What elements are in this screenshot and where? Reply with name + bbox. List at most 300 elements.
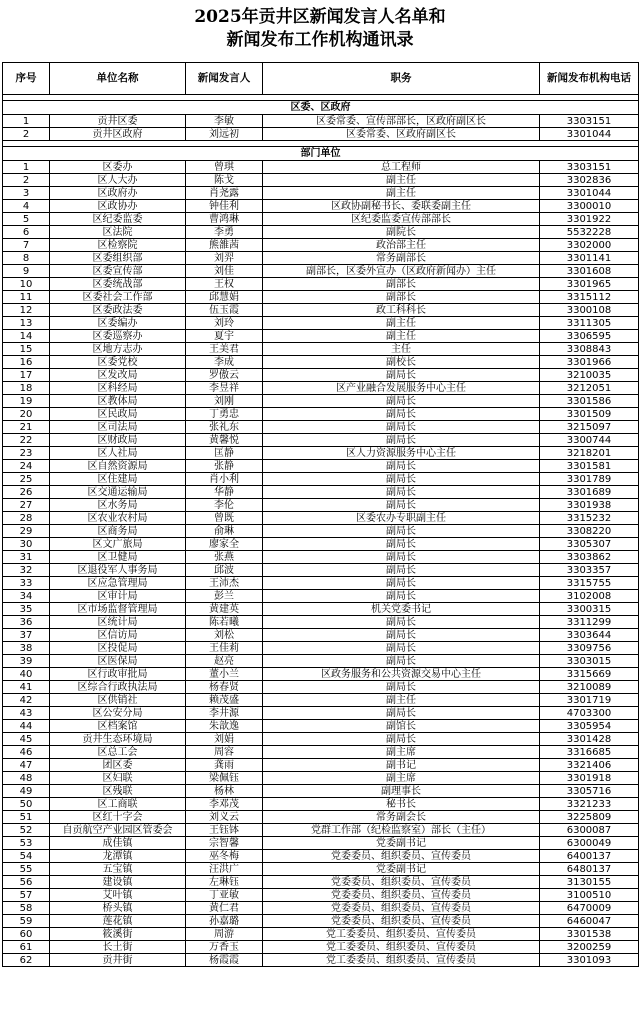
cell-unit: 区商务局 xyxy=(50,525,186,538)
cell-unit: 区民政局 xyxy=(50,408,186,421)
cell-unit: 区政协办 xyxy=(50,200,186,213)
cell-unit: 区委社会工作部 xyxy=(50,291,186,304)
table-row xyxy=(3,564,639,577)
cell-phone: 6300087 xyxy=(540,824,639,837)
header-unit: 单位名称 xyxy=(50,63,186,95)
table-row xyxy=(3,694,639,707)
cell-no: 50 xyxy=(3,798,50,811)
cell-position: 党委委员、组织委员、宣传委员 xyxy=(263,889,540,902)
cell-position: 副局长 xyxy=(263,655,540,668)
cell-position: 副局长 xyxy=(263,499,540,512)
cell-unit: 区卫健局 xyxy=(50,551,186,564)
cell-spokesperson: 夏宇 xyxy=(186,330,263,343)
table-row xyxy=(3,473,639,486)
cell-phone: 3302000 xyxy=(540,239,639,252)
cell-no: 7 xyxy=(3,239,50,252)
cell-spokesperson: 王佳莉 xyxy=(186,642,263,655)
cell-no: 4 xyxy=(3,200,50,213)
section-header-row xyxy=(3,101,639,115)
cell-position: 副主任 xyxy=(263,330,540,343)
document-title xyxy=(0,0,640,62)
cell-no: 58 xyxy=(3,902,50,915)
cell-phone: 3303015 xyxy=(540,655,639,668)
table-row xyxy=(3,850,639,863)
cell-phone: 3200259 xyxy=(540,941,639,954)
cell-phone: 3300315 xyxy=(540,603,639,616)
table-header xyxy=(3,63,639,95)
cell-no: 28 xyxy=(3,512,50,525)
cell-position: 区纪委监委宣传部部长 xyxy=(263,213,540,226)
cell-unit: 区市场监督管理局 xyxy=(50,603,186,616)
cell-position: 区委常委、区政府副区长 xyxy=(263,128,540,141)
cell-position: 副局长 xyxy=(263,434,540,447)
table-row xyxy=(3,278,639,291)
cell-phone: 3321233 xyxy=(540,798,639,811)
cell-unit: 区发改局 xyxy=(50,369,186,382)
cell-position: 副局长 xyxy=(263,616,540,629)
cell-spokesperson: 龚雨 xyxy=(186,759,263,772)
cell-no: 37 xyxy=(3,629,50,642)
cell-spokesperson: 黄馨悦 xyxy=(186,434,263,447)
cell-unit: 区地方志办 xyxy=(50,343,186,356)
table-row xyxy=(3,772,639,785)
table-row xyxy=(3,551,639,564)
table-row xyxy=(3,226,639,239)
cell-spokesperson: 邱波 xyxy=(186,564,263,577)
cell-phone: 3210089 xyxy=(540,681,639,694)
cell-spokesperson: 王权 xyxy=(186,278,263,291)
section-title: 部门单位 xyxy=(3,147,639,161)
table-row xyxy=(3,837,639,850)
table-row xyxy=(3,707,639,720)
cell-no: 15 xyxy=(3,343,50,356)
cell-no: 14 xyxy=(3,330,50,343)
cell-phone: 3215097 xyxy=(540,421,639,434)
cell-no: 21 xyxy=(3,421,50,434)
cell-phone: 5532228 xyxy=(540,226,639,239)
table-row xyxy=(3,811,639,824)
cell-spokesperson: 万香玉 xyxy=(186,941,263,954)
table-row xyxy=(3,343,639,356)
cell-position: 副局长 xyxy=(263,577,540,590)
cell-unit: 区委宣传部 xyxy=(50,265,186,278)
cell-phone: 3212051 xyxy=(540,382,639,395)
cell-phone: 4703300 xyxy=(540,707,639,720)
cell-position: 副主任 xyxy=(263,187,540,200)
table-row xyxy=(3,681,639,694)
cell-position: 党委委员、组织委员、宣传委员 xyxy=(263,915,540,928)
cell-position: 党工委委员、组织委员、宣传委员 xyxy=(263,928,540,941)
cell-phone: 3301044 xyxy=(540,187,639,200)
table-row xyxy=(3,200,639,213)
cell-no: 41 xyxy=(3,681,50,694)
cell-position: 副院长 xyxy=(263,226,540,239)
cell-position: 副馆长 xyxy=(263,720,540,733)
cell-spokesperson: 俞琳 xyxy=(186,525,263,538)
cell-phone: 3300744 xyxy=(540,434,639,447)
cell-spokesperson: 王美君 xyxy=(186,343,263,356)
cell-unit: 区公安分局 xyxy=(50,707,186,720)
cell-phone: 3301966 xyxy=(540,356,639,369)
cell-no: 55 xyxy=(3,863,50,876)
cell-no: 48 xyxy=(3,772,50,785)
table-row xyxy=(3,187,639,200)
cell-no: 13 xyxy=(3,317,50,330)
cell-phone: 3130155 xyxy=(540,876,639,889)
cell-spokesperson: 曹鸿琳 xyxy=(186,213,263,226)
title-line-2: 新闻发布工作机构通讯录 xyxy=(226,30,414,50)
cell-phone: 6470009 xyxy=(540,902,639,915)
cell-spokesperson: 巫冬梅 xyxy=(186,850,263,863)
cell-phone: 3315669 xyxy=(540,668,639,681)
cell-unit: 莲花镇 xyxy=(50,915,186,928)
table-row xyxy=(3,863,639,876)
cell-unit: 建设镇 xyxy=(50,876,186,889)
cell-position: 党委副书记 xyxy=(263,863,540,876)
table-row xyxy=(3,629,639,642)
cell-position: 秘书长 xyxy=(263,798,540,811)
cell-position: 副局长 xyxy=(263,460,540,473)
cell-position: 副局长 xyxy=(263,733,540,746)
cell-spokesperson: 熊雒茜 xyxy=(186,239,263,252)
cell-no: 53 xyxy=(3,837,50,850)
cell-phone: 3301093 xyxy=(540,954,639,967)
table-row xyxy=(3,395,639,408)
table-row xyxy=(3,369,639,382)
cell-position: 副局长 xyxy=(263,707,540,720)
table-row xyxy=(3,915,639,928)
cell-phone: 3301719 xyxy=(540,694,639,707)
section-title: 区委、区政府 xyxy=(3,101,639,115)
table-row xyxy=(3,603,639,616)
table-row xyxy=(3,720,639,733)
cell-spokesperson: 朱歆逸 xyxy=(186,720,263,733)
cell-no: 42 xyxy=(3,694,50,707)
cell-position: 副书记 xyxy=(263,759,540,772)
table-body xyxy=(3,95,639,967)
table-row xyxy=(3,317,639,330)
table-row xyxy=(3,304,639,317)
cell-phone: 3303644 xyxy=(540,629,639,642)
cell-unit: 区委政法委 xyxy=(50,304,186,317)
cell-phone: 3303151 xyxy=(540,161,639,174)
cell-no: 20 xyxy=(3,408,50,421)
cell-no: 60 xyxy=(3,928,50,941)
cell-no: 61 xyxy=(3,941,50,954)
header-position: 职务 xyxy=(263,63,540,95)
cell-phone: 3301789 xyxy=(540,473,639,486)
table-row xyxy=(3,265,639,278)
cell-no: 24 xyxy=(3,460,50,473)
cell-phone: 3305954 xyxy=(540,720,639,733)
cell-phone: 3306595 xyxy=(540,330,639,343)
cell-position: 党工委委员、组织委员、宣传委员 xyxy=(263,941,540,954)
table-row xyxy=(3,616,639,629)
cell-no: 25 xyxy=(3,473,50,486)
cell-position: 副局长 xyxy=(263,525,540,538)
cell-position: 副局长 xyxy=(263,551,540,564)
cell-unit: 区档案馆 xyxy=(50,720,186,733)
cell-position: 副局长 xyxy=(263,681,540,694)
table-row xyxy=(3,889,639,902)
cell-position: 副局长 xyxy=(263,590,540,603)
cell-phone: 3308843 xyxy=(540,343,639,356)
cell-phone: 3301586 xyxy=(540,395,639,408)
cell-position: 副部长 xyxy=(263,278,540,291)
cell-spokesperson: 汪洪广 xyxy=(186,863,263,876)
cell-spokesperson: 张静 xyxy=(186,460,263,473)
cell-spokesperson: 赵亮 xyxy=(186,655,263,668)
cell-unit: 区委编办 xyxy=(50,317,186,330)
table-row xyxy=(3,174,639,187)
cell-position: 区政务服务和公共资源交易中心主任 xyxy=(263,668,540,681)
cell-position: 党工委委员、组织委员、宣传委员 xyxy=(263,954,540,967)
cell-spokesperson: 廖家全 xyxy=(186,538,263,551)
cell-spokesperson: 孙嘉璐 xyxy=(186,915,263,928)
cell-phone: 3300108 xyxy=(540,304,639,317)
cell-phone: 3309756 xyxy=(540,642,639,655)
cell-no: 12 xyxy=(3,304,50,317)
cell-position: 党群工作部（纪检监察室）部长（主任） xyxy=(263,824,540,837)
cell-no: 31 xyxy=(3,551,50,564)
cell-spokesperson: 刘娟 xyxy=(186,733,263,746)
cell-phone: 3301538 xyxy=(540,928,639,941)
cell-spokesperson: 李邓茂 xyxy=(186,798,263,811)
cell-unit: 区退役军人事务局 xyxy=(50,564,186,577)
table-row xyxy=(3,525,639,538)
cell-unit: 区科经局 xyxy=(50,382,186,395)
cell-spokesperson: 周游 xyxy=(186,928,263,941)
cell-phone: 3102008 xyxy=(540,590,639,603)
table-row xyxy=(3,382,639,395)
cell-spokesperson: 肖尧露 xyxy=(186,187,263,200)
cell-phone: 6400137 xyxy=(540,850,639,863)
cell-position: 党委委员、组织委员、宣传委员 xyxy=(263,902,540,915)
cell-unit: 区委统战部 xyxy=(50,278,186,291)
cell-spokesperson: 李昱祥 xyxy=(186,382,263,395)
cell-phone: 3300010 xyxy=(540,200,639,213)
cell-spokesperson: 左琳钰 xyxy=(186,876,263,889)
table-row xyxy=(3,486,639,499)
table-row xyxy=(3,941,639,954)
table-row xyxy=(3,876,639,889)
cell-spokesperson: 李敏 xyxy=(186,115,263,128)
cell-phone: 3225809 xyxy=(540,811,639,824)
cell-position: 副主任 xyxy=(263,694,540,707)
cell-no: 40 xyxy=(3,668,50,681)
cell-no: 17 xyxy=(3,369,50,382)
spokesperson-table xyxy=(2,62,639,967)
cell-spokesperson: 刘远初 xyxy=(186,128,263,141)
cell-no: 56 xyxy=(3,876,50,889)
cell-no: 52 xyxy=(3,824,50,837)
cell-spokesperson: 钟佳利 xyxy=(186,200,263,213)
cell-position: 总工程师 xyxy=(263,161,540,174)
cell-spokesperson: 张礼东 xyxy=(186,421,263,434)
cell-spokesperson: 宗智馨 xyxy=(186,837,263,850)
table-row xyxy=(3,213,639,226)
cell-position: 副部长，区委外宣办（区政府新闻办）主任 xyxy=(263,265,540,278)
cell-phone: 6300049 xyxy=(540,837,639,850)
cell-position: 副部长 xyxy=(263,291,540,304)
cell-no: 26 xyxy=(3,486,50,499)
cell-unit: 区水务局 xyxy=(50,499,186,512)
cell-no: 1 xyxy=(3,161,50,174)
cell-no: 19 xyxy=(3,395,50,408)
cell-unit: 区投促局 xyxy=(50,642,186,655)
cell-position: 区产业融合发展服务中心主任 xyxy=(263,382,540,395)
cell-unit: 区应急管理局 xyxy=(50,577,186,590)
cell-phone: 3301938 xyxy=(540,499,639,512)
cell-spokesperson: 张燕 xyxy=(186,551,263,564)
cell-spokesperson: 陈若曦 xyxy=(186,616,263,629)
cell-phone: 3301428 xyxy=(540,733,639,746)
cell-phone: 3303151 xyxy=(540,115,639,128)
table-row xyxy=(3,291,639,304)
cell-unit: 长土街 xyxy=(50,941,186,954)
cell-phone: 6460047 xyxy=(540,915,639,928)
header-no: 序号 xyxy=(3,63,50,95)
cell-unit: 五宝镇 xyxy=(50,863,186,876)
cell-unit: 贡井区政府 xyxy=(50,128,186,141)
cell-unit: 区审计局 xyxy=(50,590,186,603)
table-row xyxy=(3,128,639,141)
cell-no: 10 xyxy=(3,278,50,291)
cell-unit: 成佳镇 xyxy=(50,837,186,850)
cell-unit: 区司法局 xyxy=(50,421,186,434)
cell-position: 副局长 xyxy=(263,395,540,408)
cell-unit: 区统计局 xyxy=(50,616,186,629)
cell-no: 46 xyxy=(3,746,50,759)
cell-spokesperson: 邱慧娟 xyxy=(186,291,263,304)
cell-phone: 3301608 xyxy=(540,265,639,278)
cell-unit: 区检察院 xyxy=(50,239,186,252)
table-row xyxy=(3,928,639,941)
cell-phone: 3301509 xyxy=(540,408,639,421)
cell-unit: 区工商联 xyxy=(50,798,186,811)
cell-position: 主任 xyxy=(263,343,540,356)
cell-unit: 筱溪街 xyxy=(50,928,186,941)
table-row xyxy=(3,115,639,128)
table-row xyxy=(3,538,639,551)
cell-position: 常务副会长 xyxy=(263,811,540,824)
cell-no: 34 xyxy=(3,590,50,603)
cell-no: 62 xyxy=(3,954,50,967)
cell-unit: 区纪委监委 xyxy=(50,213,186,226)
cell-phone: 3321406 xyxy=(540,759,639,772)
cell-position: 副校长 xyxy=(263,356,540,369)
cell-no: 49 xyxy=(3,785,50,798)
cell-spokesperson: 梁佩钰 xyxy=(186,772,263,785)
cell-spokesperson: 刘玲 xyxy=(186,317,263,330)
cell-spokesperson: 匡静 xyxy=(186,447,263,460)
cell-phone: 3316685 xyxy=(540,746,639,759)
table-row xyxy=(3,954,639,967)
cell-position: 政工科科长 xyxy=(263,304,540,317)
cell-phone: 3311305 xyxy=(540,317,639,330)
cell-position: 常务副部长 xyxy=(263,252,540,265)
cell-phone: 3308220 xyxy=(540,525,639,538)
cell-no: 18 xyxy=(3,382,50,395)
cell-phone: 3315112 xyxy=(540,291,639,304)
cell-spokesperson: 刘羿 xyxy=(186,252,263,265)
cell-unit: 区医保局 xyxy=(50,655,186,668)
cell-unit: 区交通运输局 xyxy=(50,486,186,499)
table-row xyxy=(3,642,639,655)
table-row xyxy=(3,499,639,512)
cell-position: 副局长 xyxy=(263,642,540,655)
cell-unit: 区人社局 xyxy=(50,447,186,460)
cell-unit: 艾叶镇 xyxy=(50,889,186,902)
cell-no: 23 xyxy=(3,447,50,460)
cell-unit: 区政府办 xyxy=(50,187,186,200)
cell-unit: 区文广旅局 xyxy=(50,538,186,551)
cell-spokesperson: 刘义云 xyxy=(186,811,263,824)
cell-phone: 6480137 xyxy=(540,863,639,876)
cell-no: 32 xyxy=(3,564,50,577)
cell-unit: 区法院 xyxy=(50,226,186,239)
cell-phone: 3311299 xyxy=(540,616,639,629)
cell-no: 29 xyxy=(3,525,50,538)
cell-no: 39 xyxy=(3,655,50,668)
cell-position: 副主席 xyxy=(263,772,540,785)
cell-position: 副局长 xyxy=(263,421,540,434)
cell-position: 区委常委、宣传部部长，区政府副区长 xyxy=(263,115,540,128)
table-row xyxy=(3,668,639,681)
cell-no: 11 xyxy=(3,291,50,304)
cell-phone: 3302836 xyxy=(540,174,639,187)
title-line-1: 2025年贡井区新闻发言人名单和 xyxy=(194,7,446,27)
cell-position: 党委委员、组织委员、宣传委员 xyxy=(263,876,540,889)
cell-spokesperson: 曾既 xyxy=(186,512,263,525)
cell-phone: 3218201 xyxy=(540,447,639,460)
cell-spokesperson: 杨林 xyxy=(186,785,263,798)
cell-no: 54 xyxy=(3,850,50,863)
cell-phone: 3301689 xyxy=(540,486,639,499)
cell-position: 副主任 xyxy=(263,317,540,330)
cell-no: 5 xyxy=(3,213,50,226)
table-row xyxy=(3,733,639,746)
table-row xyxy=(3,252,639,265)
cell-unit: 区人大办 xyxy=(50,174,186,187)
cell-phone: 3100510 xyxy=(540,889,639,902)
cell-unit: 区红十字会 xyxy=(50,811,186,824)
cell-spokesperson: 肖小利 xyxy=(186,473,263,486)
cell-spokesperson: 王沛杰 xyxy=(186,577,263,590)
cell-no: 8 xyxy=(3,252,50,265)
cell-spokesperson: 李成 xyxy=(186,356,263,369)
cell-spokesperson: 陈戈 xyxy=(186,174,263,187)
cell-no: 35 xyxy=(3,603,50,616)
cell-position: 副主席 xyxy=(263,746,540,759)
cell-unit: 区残联 xyxy=(50,785,186,798)
cell-spokesperson: 曾琪 xyxy=(186,161,263,174)
cell-unit: 区综合行政执法局 xyxy=(50,681,186,694)
cell-no: 2 xyxy=(3,174,50,187)
cell-unit: 区自然资源局 xyxy=(50,460,186,473)
section-header-row xyxy=(3,147,639,161)
table-row xyxy=(3,356,639,369)
cell-position: 副主任 xyxy=(263,174,540,187)
cell-spokesperson: 黄建英 xyxy=(186,603,263,616)
cell-unit: 区妇联 xyxy=(50,772,186,785)
cell-spokesperson: 杨春贤 xyxy=(186,681,263,694)
cell-no: 16 xyxy=(3,356,50,369)
cell-position: 副局长 xyxy=(263,486,540,499)
table-row xyxy=(3,824,639,837)
cell-position: 副局长 xyxy=(263,629,540,642)
cell-spokesperson: 刘松 xyxy=(186,629,263,642)
